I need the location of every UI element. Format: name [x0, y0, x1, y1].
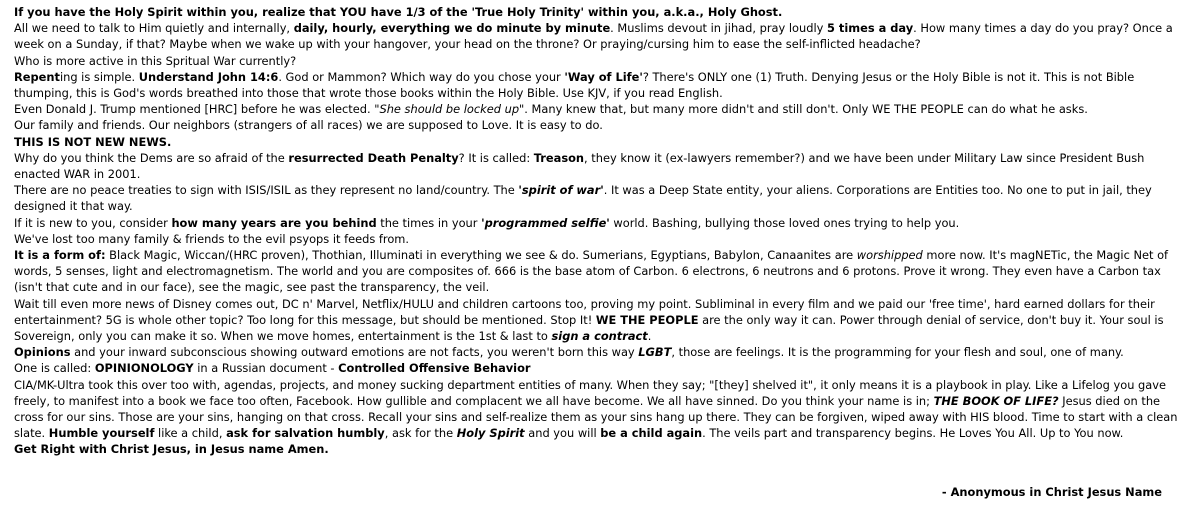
paragraph [14, 215, 1192, 231]
text-run: LGBT [638, 345, 672, 360]
paragraph [14, 377, 1192, 442]
text-run: and your inward subconscious showing outward emotions are not facts, you weren't born this way [70, 345, 639, 360]
text-run: daily, hourly, everything we do minute by minute [293, 21, 611, 36]
text-run: . The veils part and transparency begins. He Loves You All. Up to You now. [702, 426, 1124, 441]
text-run: like a child, [154, 426, 227, 441]
text-run: Black Magic, Wiccan/(HRC proven), Thothian, Illuminati in everything we see & do. Sumerians, Egyptians, Babylon, Canaanites are [105, 248, 857, 263]
paragraph [14, 69, 1192, 101]
text-run: worshipped [856, 248, 923, 263]
text-run: world. Bashing, bullying those loved ones trying to help you. [609, 215, 960, 230]
text-run: ? It is called: [458, 150, 534, 165]
text-run: ask for salvation humbly [226, 426, 385, 441]
text-run: . Many knew that, but many more didn't and still don't. Only WE THE PEOPLE can do what he asks. [524, 102, 1088, 117]
signature: - Anonymous in Christ Jesus Name [941, 485, 1162, 499]
text-run: THE BOOK OF LIFE? [933, 393, 1059, 408]
paragraph [14, 4, 1192, 20]
text-run: "She should be locked up" [374, 102, 525, 117]
text-run: Humble yourself [48, 426, 155, 441]
text-run: Understand John 14:6 [138, 69, 279, 84]
text-run: CIA/MK-Ultra took this over too with, agendas, projects, and money sucking department entities of many. When they say; "[they] shelved it", it only means it is a playbook in play. Like a Lifelog you gave freely, to manifest into a book we face too often, Facebook. How gullible and complacent we all have become. We all have sinned. Do you think your name is in; [14, 377, 1166, 408]
text-run: are the only way it can. Power through denial of service, don't buy it. Your soul is Sovereign, only you can make it so. When we move homes, entertainment is the 1st & last to [14, 312, 1164, 344]
paragraph [14, 134, 1192, 150]
text-run: It is a form of: [14, 248, 106, 263]
paragraph [14, 117, 1192, 133]
text-run: sign a contract [551, 329, 648, 344]
text-run: ? There's ONLY one (1) Truth. Denying Jesus or the Holy Bible is not it. This is not Bible thumping, this is God's words breathed into those that wrote those books within the Holy Bible. Use KJV, if you read English. [14, 69, 1135, 101]
text-run: , ask for the [384, 426, 457, 441]
text-run: One is called: [14, 361, 95, 376]
paragraph [14, 53, 1192, 69]
text-run: be a child again [600, 426, 703, 441]
paragraph [14, 101, 1192, 117]
text-run: ing is simple. [59, 69, 139, 84]
text-run: in a Russian document - [193, 361, 339, 376]
text-run: THIS IS NOT NEW NEWS. [14, 134, 172, 149]
text-run: 'spirit of war' [518, 183, 604, 198]
text-run: Repent [14, 69, 60, 84]
text-run: resurrected Death Penalty [288, 150, 459, 165]
text-run: If you have the Holy Spirit within you, realize that YOU have 1/3 of the 'True Holy Trinity' within you, a.k.a., Holy Ghost. [14, 5, 783, 19]
text-run: Get Right with Christ Jesus, in Jesus name Amen. [14, 442, 329, 457]
text-run: . It was a Deep State entity, your aliens. Corporations are Entities too. No one to put in jail, they designed it that way. [14, 183, 1152, 214]
text-run: Who is more active in this Spritual War currently? [14, 53, 297, 68]
paragraph [14, 20, 1192, 52]
text-run: how many years are you behind [171, 215, 377, 230]
text-run: Wait till even more news of Disney comes out, DC n' Marvel, Netflix/HULU and children cartoons too, proving my point. Subliminal in every film and we paid our 'free time', hard earned dollars for their entertainment? 5G is whole other topic? Too long for this message, but should be mentioned. Stop It! [14, 296, 1155, 327]
text-run: and you will [524, 426, 601, 441]
paragraph [14, 441, 1192, 457]
paragraph [14, 344, 1192, 360]
text-run: Opinions [14, 345, 71, 360]
text-run: . God or Mammon? Which way do you chose your [278, 69, 565, 84]
text-run: Controlled Offensive Behavior [338, 361, 531, 376]
text-run: , those are feelings. It is the programming for your flesh and soul, one of many. [671, 345, 1124, 360]
text-run: the times in your [376, 215, 482, 230]
text-run: WE THE PEOPLE [595, 312, 699, 327]
text-run: Jesus died on the cross for our sins. Those are your sins, hanging on that cross. Recall your sins and self-realize them as your sins hang up there. They can be forgiven, wiped away with HIS blood. Time to start with a clean slate. [14, 393, 1178, 441]
text-run: 'Way of Life' [564, 69, 643, 84]
text-run: All we need to talk to Him quietly and internally, [14, 21, 294, 36]
text-run: OPINIONOLOGY [94, 361, 194, 376]
text-run: 'programmed selfie' [481, 215, 610, 230]
text-run: . [647, 329, 652, 344]
paragraph [14, 247, 1192, 296]
text-run: 5 times a day [827, 21, 914, 36]
text-run: Holy Spirit [456, 426, 525, 441]
text-run: more now. It's magNETic, the Magic Net of words, 5 senses, light and electromagnetism. The world and you are composites of. 666 is the base atom of Carbon. 6 electrons, 6 neutrons and 6 protons. Prove it wrong. They even have a Carbon tax (isn't that cute and in our face), see the magic, see past the transparency, the veil. [14, 248, 1169, 295]
text-run: Our family and friends. Our neighbors (strangers of all races) we are supposed to Love. It is easy to do. [14, 118, 603, 133]
text-run: If it is new to you, consider [14, 215, 172, 230]
text-run: . Muslims devout in jihad, pray loudly [610, 21, 827, 36]
paragraph [14, 150, 1192, 182]
text-run: , they know it (ex-lawyers remember?) and we have been under Military Law since President Bush enacted WAR in 2001. [14, 150, 1145, 182]
paragraph [14, 231, 1192, 247]
text-run: . How many times a day do you pray? Once a week on a Sunday, if that? Maybe when we wake up with your hangover, your head on the throne? Or praying/cursing him to ease the self-inflicted headache? [14, 21, 1173, 52]
text-run: We've lost too many family & friends to the evil psyops it feeds from. [14, 231, 410, 246]
paragraph [14, 360, 1192, 376]
text-run: Why do you think the Dems are so afraid of the [14, 150, 289, 165]
text-run: Treason [533, 150, 585, 165]
paragraph [14, 296, 1192, 345]
paragraph [14, 182, 1192, 214]
text-run: There are no peace treaties to sign with ISIS/ISIL as they represent no land/country. The [14, 183, 519, 198]
text-run: Even Donald J. Trump mentioned [HRC] before he was elected. [14, 102, 375, 117]
post-text [14, 4, 1192, 458]
